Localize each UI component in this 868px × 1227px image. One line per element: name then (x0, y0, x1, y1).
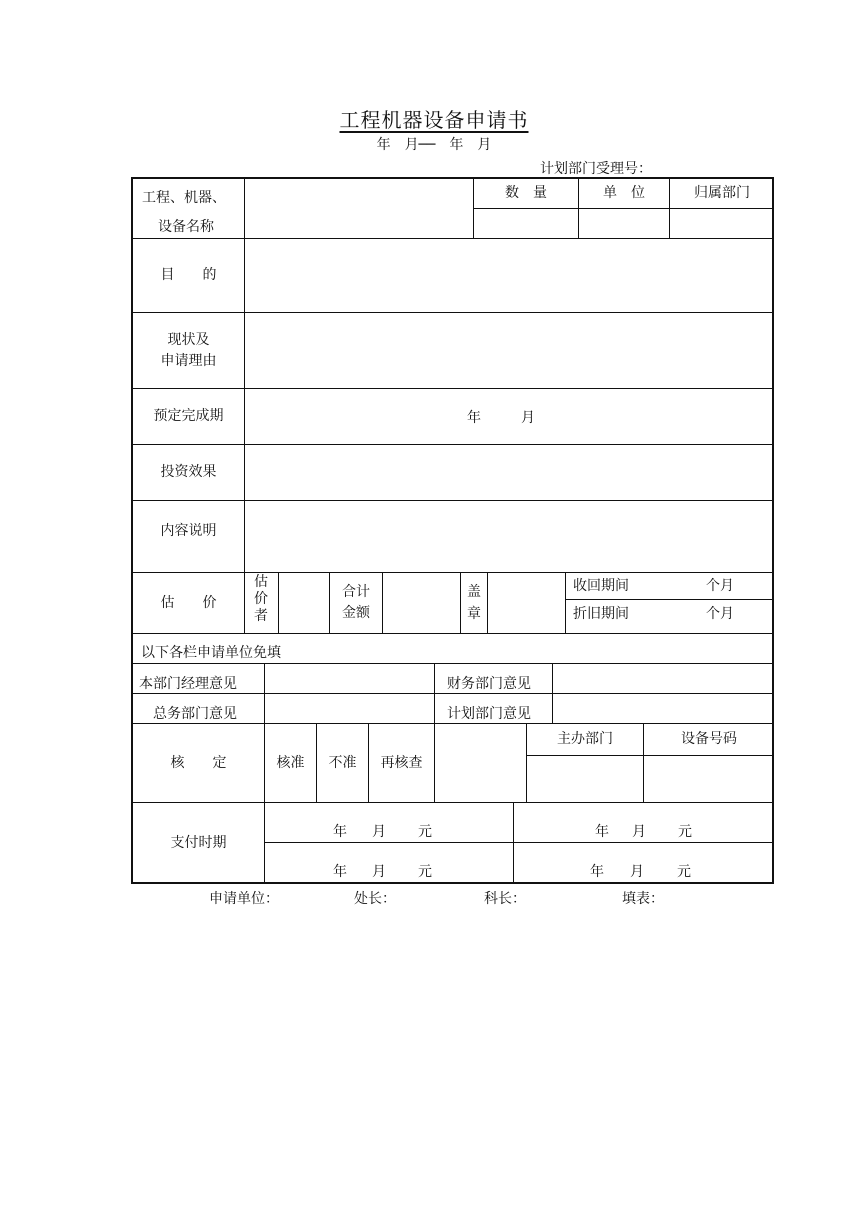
equipment-number-header: 设备号码 (681, 731, 737, 747)
total-amount-label: 合计 金额 (342, 584, 370, 621)
finance-opinion-label: 财务部门意见 (447, 676, 531, 692)
payment-month-2: 月 (632, 824, 646, 840)
purpose-field[interactable] (245, 239, 774, 312)
director-label: 处长： (354, 891, 396, 907)
payment-year-3: 年 (333, 864, 347, 880)
lead-department-header: 主办部门 (557, 731, 613, 747)
unit-header: 单 位 (603, 185, 645, 201)
payment-yuan-2: 元 (678, 824, 692, 840)
payment-period-label: 支付时期 (170, 835, 227, 851)
approve-option[interactable]: 核准 (276, 754, 305, 771)
payment-yuan-4: 元 (677, 864, 691, 880)
payment-yuan-3: 元 (418, 864, 432, 880)
applicant-unit-label: 申请单位： (209, 891, 279, 907)
recovery-months: 个月 (706, 578, 734, 594)
payment-yuan-1: 元 (418, 824, 432, 840)
department-header: 归属部门 (694, 185, 750, 201)
depreciation-period-label: 折旧期间 (573, 606, 629, 622)
depreciation-months: 个月 (706, 606, 734, 622)
reject-option[interactable]: 不准 (328, 754, 357, 771)
quantity-header: 数 量 (505, 185, 547, 201)
general-affairs-opinion-label: 总务部门意见 (153, 706, 237, 722)
payment-year-1: 年 (333, 824, 347, 840)
payment-year-2: 年 (595, 824, 609, 840)
document-title: 工程机器设备申请书 (339, 108, 529, 132)
recheck-option[interactable]: 再核查 (380, 754, 423, 771)
dept-manager-opinion-label: 本部门经理意见 (139, 676, 237, 692)
section-chief-label: 科长： (484, 891, 526, 907)
planning-opinion-label: 计划部门意见 (447, 706, 531, 722)
payment-month-1: 月 (372, 824, 386, 840)
payment-month-4: 月 (630, 864, 644, 880)
equipment-name-label-line2: 设备名称 (158, 219, 214, 235)
payment-year-4: 年 (590, 864, 604, 880)
seal-label: 盖章 (467, 584, 481, 622)
equipment-name-label-line1: 工程、机器、 (142, 190, 226, 206)
estimate-label: 估 价 (160, 594, 217, 611)
completion-date-label: 预定完成期 (153, 408, 224, 424)
purpose-label: 目 的 (160, 267, 217, 283)
payment-month-3: 月 (372, 864, 386, 880)
acceptance-number-label: 计划部门受理号： (540, 161, 652, 177)
approval-label: 核 定 (170, 754, 227, 771)
investment-effect-label: 投资效果 (160, 464, 217, 480)
equipment-name-field[interactable] (245, 179, 473, 238)
content-description-label: 内容说明 (160, 523, 217, 539)
content-description-field[interactable] (245, 501, 774, 572)
investment-effect-field[interactable] (245, 445, 774, 500)
status-reason-label: 现状及 申请理由 (160, 331, 217, 369)
recovery-period-label: 收回期间 (573, 578, 629, 594)
status-reason-field[interactable] (245, 313, 774, 388)
completion-month: 月 (521, 410, 535, 426)
filled-by-label: 填表： (622, 891, 664, 907)
estimator-label: 估价者 (254, 574, 268, 624)
application-form-table (131, 177, 774, 884)
exempt-note: 以下各栏申请单位免填 (141, 645, 281, 661)
date-range: 年 月── 年 月 (376, 137, 492, 153)
completion-year: 年 (467, 410, 481, 426)
